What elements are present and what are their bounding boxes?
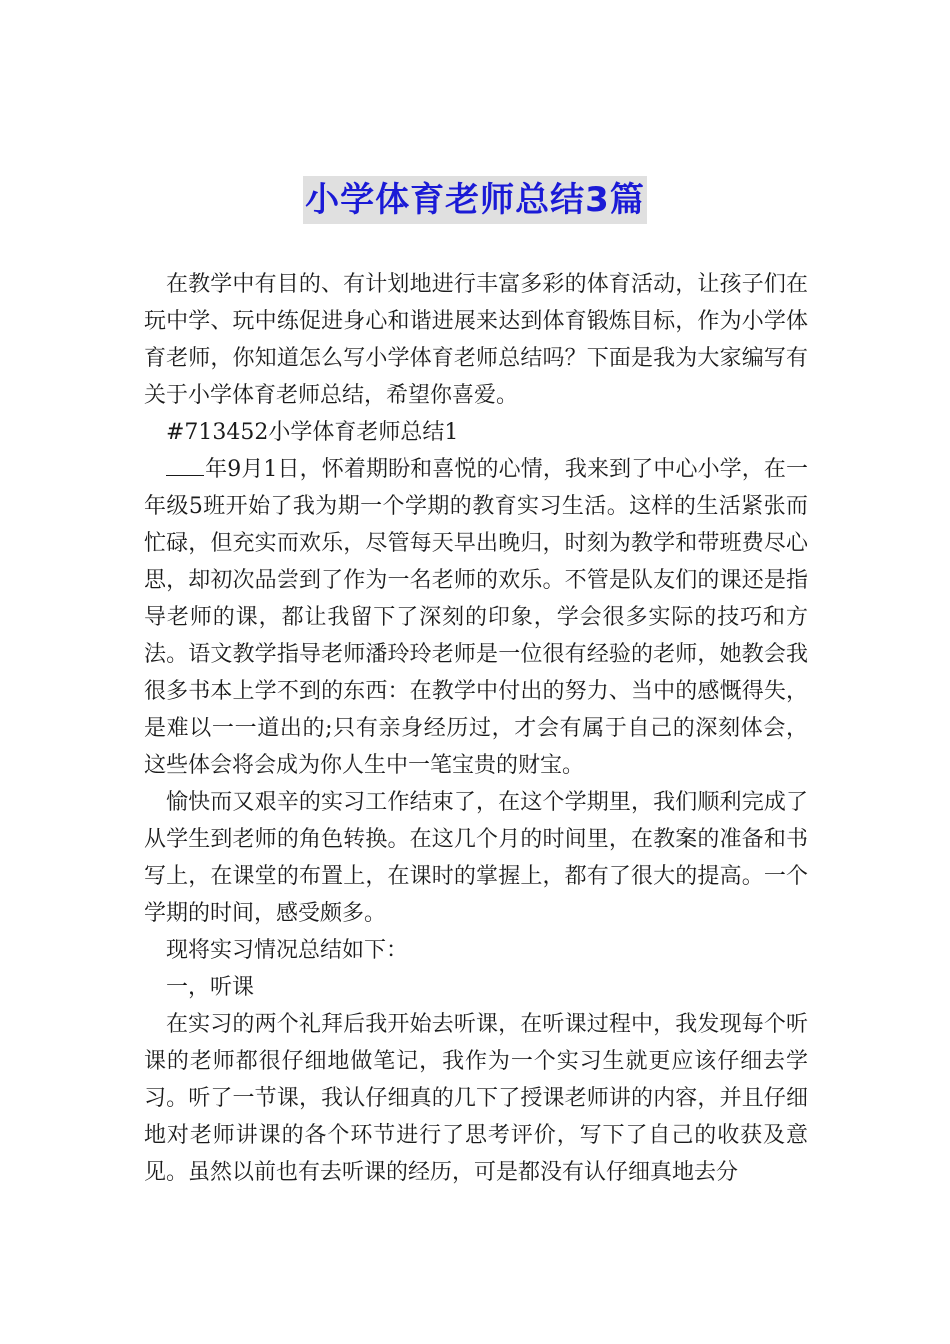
body-paragraph: 现将实习情况总结如下： [166,938,409,963]
section-heading: #713452小学体育老师总结1 [166,420,459,445]
intro-paragraph: 在教学中有目的、有计划地进行丰富多彩的体育活动，让孩子们在玩中学、玩中练促进身心和谐进展来达到体育锻炼目标，作为小学体育老师，你知道怎么写小学体育老师总结吗？下面是我为大家编写有关于小学体育老师总结，希望你喜爱。 [144,272,808,408]
body-paragraph: 在实习的两个礼拜后我开始去听课，在听课过程中，我发现每个听课的老师都很仔细地做笔记，我作为一个实习生就更应该仔细去学习。听了一节课，我认仔细真的几下了授课老师讲的内容，并且仔细地对老师讲课的各个环节进行了思考评价，写下了自己的收获及意见。虽然以前也有去听课的经历，可是都没有认仔细真地去分 [144,1012,808,1185]
body-paragraph: 愉快而又艰辛的实习工作结束了，在这个学期里，我们顺利完成了从学生到老师的角色转换。在这几个月的时间里，在教案的准备和书写上，在课堂的布置上，在课时的掌握上，都有了很大的提高。一个学期的时间，感受颇多。 [144,790,808,926]
blank-underline [166,453,204,476]
body-paragraph [144,451,808,784]
document-body [144,266,808,1191]
body-paragraph-text: 年9月1日，怀着期盼和喜悦的心情，我来到了中心小学，在一年级5班开始了我为期一个学期的教育实习生活。这样的生活紧张而忙碌，但充实而欢乐，尽管每天早出晚归，时刻为教学和带班费尽心思，却初次品尝到了作为一名老师的欢乐。不管是队友们的课还是指导老师的课，都让我留下了深刻的印象，学会很多实际的技巧和方法。语文教学指导老师潘玲玲老师是一位很有经验的老师，她教会我很多书本上学不到的东西：在教学中付出的努力、当中的感慨得失，是难以一一道出的;只有亲身经历过，才会有属于自己的深刻体会，这些体会将会成为你人生中一笔宝贵的财宝。 [144,457,808,778]
subsection-heading: 一，听课 [166,975,255,1000]
title-container [0,176,950,224]
document-title: 小学体育老师总结3篇 [303,176,647,224]
